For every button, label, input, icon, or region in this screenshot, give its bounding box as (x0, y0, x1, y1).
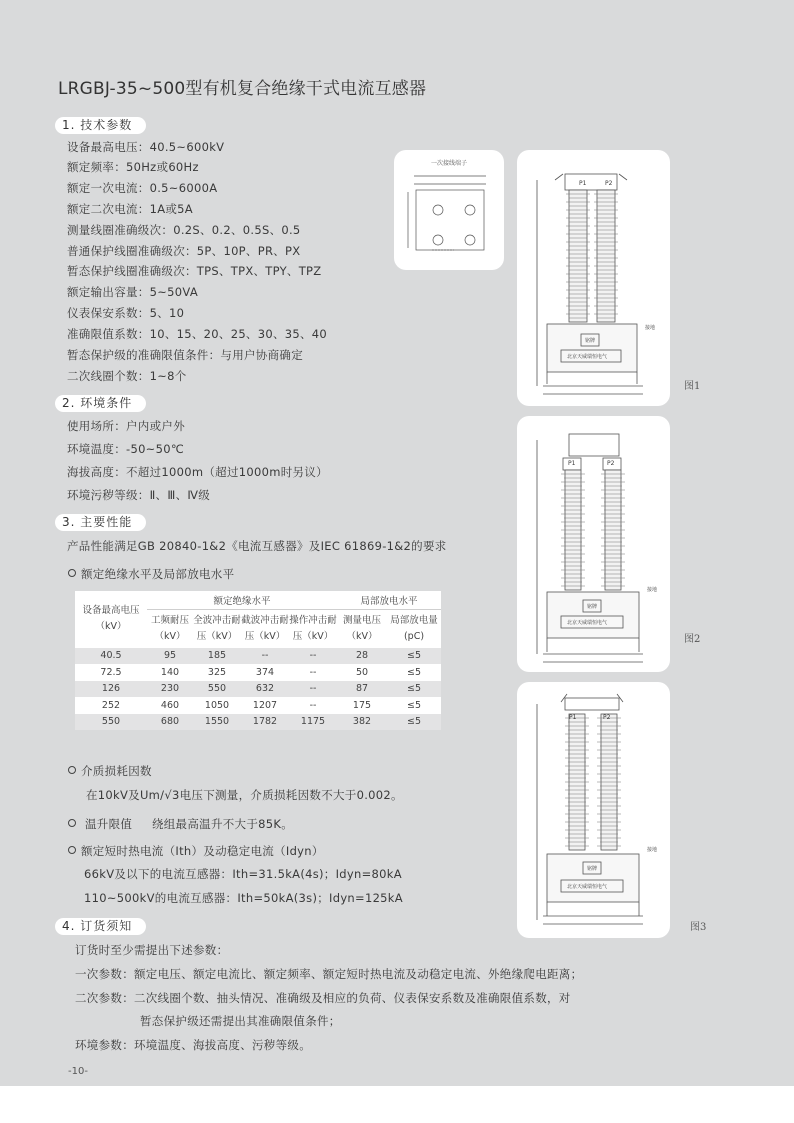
env-line: 环境温度：-50~50℃ (67, 442, 185, 456)
order-key: 环境参数： (75, 1038, 134, 1052)
table-cell: 28 (337, 648, 387, 665)
table-cell: 252 (101, 699, 121, 711)
table-cell: 72.5 (100, 666, 122, 678)
table-header-discharge: 局部放电水平 (337, 591, 441, 609)
current-line: 66kV及以下的电流互感器：Ith=31.5kA(4s)；Idyn=80kA (84, 867, 402, 881)
figure-1-card (517, 150, 670, 406)
tech-line: 额定频率：50Hz或60Hz (67, 160, 199, 174)
table-cell: ≤5 (406, 666, 421, 678)
table-cell: 374 (255, 666, 275, 678)
tech-line: 额定二次电流：1A或5A (67, 202, 193, 216)
order-value: 环境温度、海拔高度、污秽等级。 (134, 1038, 311, 1052)
subheader-line: 工频耐压 (150, 614, 189, 626)
table-cell: 550 (75, 714, 147, 731)
table-cell: 632 (241, 681, 289, 698)
terminal-drawing (394, 150, 504, 270)
table-subheader (289, 609, 337, 648)
figure-2-nameplate: 北京天威瑞恒电气 (567, 620, 608, 626)
figure-2-drawing (517, 416, 670, 672)
terminal-card (394, 150, 504, 270)
table-cell: -- (289, 681, 337, 698)
order-line-primary (75, 966, 582, 982)
order-key: 一次参数： (75, 967, 134, 981)
tech-line: 测量线圈准确级次：0.2S、0.2、0.5S、0.5 (67, 223, 301, 237)
figure-1-label: 图1 (684, 381, 701, 392)
figure-1-p2: P2 (605, 180, 613, 187)
table-subheader (147, 609, 193, 648)
tech-line: 二次线圈个数：1~8个 (67, 369, 187, 383)
figure-3-box-label: 铭牌 (587, 866, 598, 872)
table-cell: 40.5 (75, 648, 147, 665)
table-cell: 230 (147, 681, 193, 698)
table-row (75, 697, 441, 714)
perf-sub-insulation: 额定绝缘水平及局部放电水平 (68, 566, 234, 582)
subheader-unit: （kV） (346, 630, 378, 642)
table-cell: -- (289, 648, 337, 665)
section-perf-heading: 3. 主要性能 (55, 514, 146, 531)
figure-1-box-label: 铭牌 (585, 338, 596, 344)
figure-1-drawing (517, 150, 670, 406)
table-header-insulation: 额定绝缘水平 (147, 591, 337, 609)
table-cell: 680 (147, 714, 193, 731)
tech-line: 设备最高电压：40.5~600kV (67, 140, 225, 154)
table-row (75, 664, 441, 681)
subheader-unit: 压（kV） (196, 630, 238, 642)
table-cell: 87 (337, 681, 387, 698)
table-row (75, 648, 441, 665)
table-cell: 382 (337, 714, 387, 731)
table-cell: 95 (147, 648, 193, 665)
figure-3-label: 图3 (690, 922, 707, 933)
figure-2-p2: P2 (607, 460, 615, 467)
table-cell: -- (309, 666, 317, 678)
table-row (75, 681, 441, 698)
section-order-heading: 4. 订货须知 (55, 918, 146, 935)
temperature-text: 绕组最高温升不大于85K。 (151, 817, 294, 831)
page-number: -10- (68, 1066, 88, 1077)
subheader-line: 截波冲击耐 (241, 614, 289, 626)
table-cell: -- (241, 648, 289, 665)
perf-intro: 产品性能满足GB 20840-1&2《电流互感器》及IEC 61869-1&2的要求 (67, 539, 447, 553)
table-cell: 325 (207, 666, 227, 678)
tech-line: 额定一次电流：0.5~6000A (67, 181, 218, 195)
table-cell: 126 (75, 681, 147, 698)
table-subheader (241, 609, 289, 648)
page-title: LRGBJ-35~500型有机复合绝缘干式电流互感器 (58, 79, 427, 99)
table-cell: 460 (160, 699, 180, 711)
figure-3-nameplate: 北京天威瑞恒电气 (567, 884, 608, 890)
insulation-table (75, 591, 441, 730)
figure-2-box-label: 铭牌 (587, 604, 598, 610)
table-subheader (387, 609, 441, 648)
tech-line: 普通保护线圈准确级次：5P、10P、PR、PX (67, 244, 301, 258)
figure-3-drawing (517, 682, 670, 938)
subheader-unit: 压（kV） (292, 630, 334, 642)
order-key: 二次参数： (75, 991, 134, 1005)
figure-3-ground-label: 接地 (647, 847, 658, 853)
table-cell: 185 (193, 648, 241, 665)
table-cell: ≤5 (387, 681, 441, 698)
order-value: 二次线圈个数、抽头情况、准确级及相应的负荷、仪表保安系数及准确限值系数，对 (134, 991, 571, 1005)
header-text: 设备最高电压 (82, 605, 140, 617)
tech-line: 额定输出容量：5~50VA (67, 285, 198, 299)
tech-line: 准确限值系数：10、15、20、25、30、35、40 (67, 327, 328, 341)
table-cell: 1550 (193, 714, 241, 731)
order-line-environment (75, 1037, 311, 1053)
table-cell: ≤5 (387, 648, 441, 665)
figure-2-card (517, 416, 670, 672)
table-cell: 175 (352, 699, 372, 711)
order-value: 额定电压、额定电流比、额定频率、额定短时热电流及动稳定电流、外绝缘爬电距离； (134, 967, 583, 981)
table-cell: 1050 (204, 699, 230, 711)
temperature-label: 温升限值 (84, 817, 133, 831)
subheader-unit: 压（kV） (244, 630, 286, 642)
subheader-line: 局部放电量 (390, 614, 438, 626)
subheader-line: 测量电压 (342, 614, 381, 626)
figure-2-p1: P1 (568, 460, 576, 467)
perf-sub-current: 额定短时热电流（Ith）及动稳定电流（Idyn） (68, 843, 324, 859)
figure-3-p1: P1 (569, 714, 577, 721)
subheader-unit: （kV） (154, 630, 186, 642)
table-cell: ≤5 (406, 699, 421, 711)
subheader-line: 全波冲击耐 (193, 614, 241, 626)
table-cell: 1782 (241, 714, 289, 731)
header-unit: （kV） (95, 621, 127, 633)
table-subheader (337, 609, 387, 648)
tech-line: 暂态保护线圈准确级次：TPS、TPX、TPY、TPZ (67, 264, 322, 278)
env-line: 海拔高度：不超过1000m（超过1000m时另议） (67, 465, 328, 479)
table-cell: ≤5 (387, 714, 441, 731)
current-line: 110~500kV的电流互感器：Ith=50kA(3s)；Idyn=125kA (84, 891, 403, 905)
section-env-heading: 2. 环境条件 (55, 395, 146, 412)
table-cell: -- (309, 699, 317, 711)
dielectric-text: 在10kV及Um/√3电压下测量，介质损耗因数不大于0.002。 (86, 788, 403, 802)
subheader-line: 操作冲击耐 (289, 614, 337, 626)
table-header-voltage (75, 591, 147, 648)
figure-3-p2: P2 (603, 714, 611, 721)
order-line-secondary-cont: 暂态保护级还需提出其准确限值条件； (140, 1014, 341, 1028)
figure-1-nameplate: 北京天威瑞恒电气 (567, 354, 608, 360)
figure-2-label: 图2 (684, 634, 701, 645)
env-line: 环境污秽等级：Ⅱ、Ⅲ、Ⅳ级 (67, 488, 211, 502)
table-row (75, 714, 441, 731)
table-cell: 50 (355, 666, 369, 678)
perf-sub-dielectric: 介质损耗因数 (68, 763, 152, 779)
subheader-unit: (pC) (403, 630, 425, 642)
table-cell: 1175 (289, 714, 337, 731)
table-subheader (193, 609, 241, 648)
tech-line: 暂态保护级的准确限值条件：与用户协商确定 (67, 348, 303, 362)
env-line: 使用场所：户内或户外 (67, 419, 185, 433)
figure-1-p1: P1 (579, 180, 587, 187)
perf-sub-temperature (68, 816, 293, 832)
order-intro: 订货时至少需提出下述参数： (75, 943, 229, 957)
table-cell: 550 (193, 681, 241, 698)
figure-1-ground-label: 接地 (645, 325, 656, 331)
table-cell: 1207 (252, 699, 278, 711)
tech-line: 仪表保安系数：5、10 (67, 306, 185, 320)
figure-2-ground-label: 接地 (647, 587, 658, 593)
terminal-caption: 一次接线端子 (430, 160, 467, 167)
order-line-secondary (75, 990, 571, 1006)
section-tech-heading: 1. 技术参数 (55, 117, 146, 134)
figure-3-card (517, 682, 670, 938)
table-cell: 140 (160, 666, 180, 678)
